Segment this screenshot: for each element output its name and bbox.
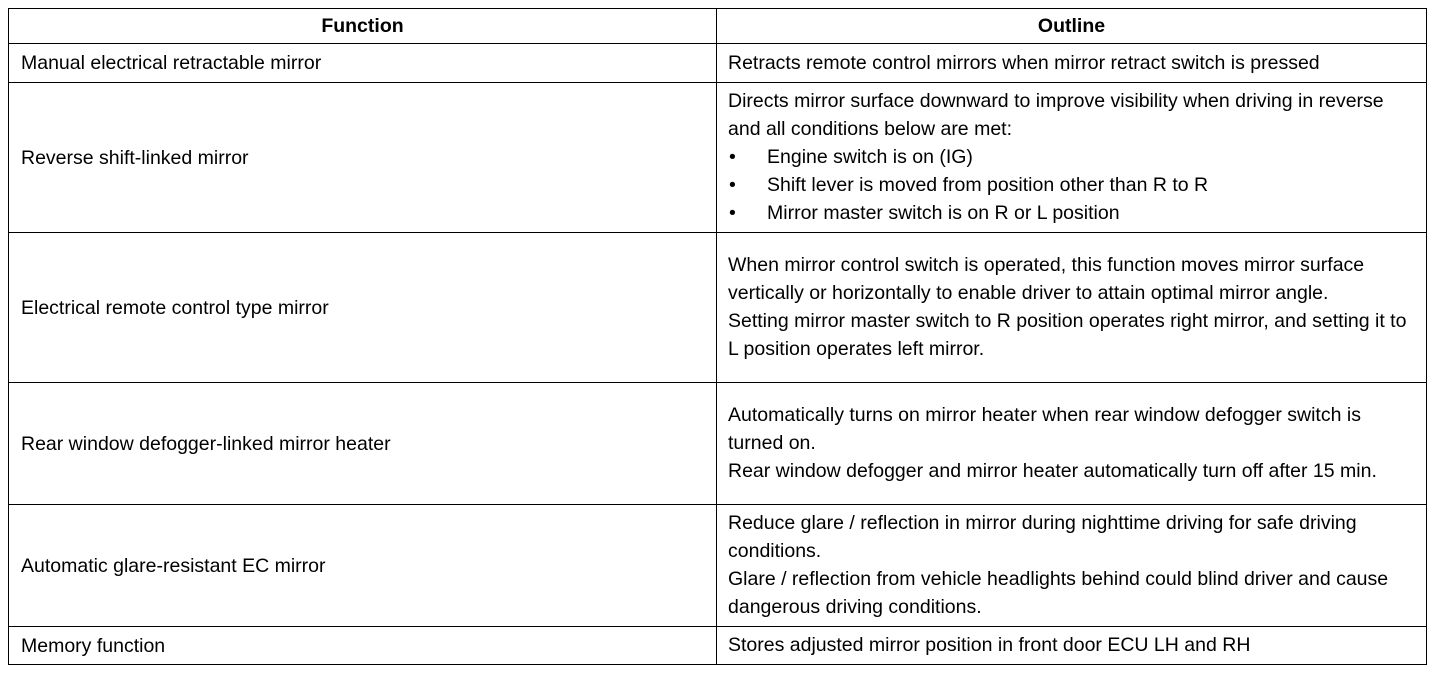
table-header-row bbox=[9, 9, 1427, 44]
outline-line: Reduce glare / reflection in mirror during nighttime driving for safe driving conditions. bbox=[728, 512, 1357, 562]
function-cell: Automatic glare-resistant EC mirror bbox=[9, 505, 717, 627]
function-cell: Reverse shift-linked mirror bbox=[9, 83, 717, 233]
table-row bbox=[9, 505, 1427, 627]
condition-list bbox=[728, 143, 1416, 227]
outline-line: Rear window defogger and mirror heater automatically turn off after 15 min. bbox=[728, 460, 1377, 482]
table-row bbox=[9, 44, 1427, 83]
function-cell: Manual electrical retractable mirror bbox=[9, 44, 717, 83]
table-row bbox=[9, 627, 1427, 665]
outline-cell bbox=[717, 505, 1427, 627]
condition-item: • Mirror master switch is on R or L position bbox=[728, 199, 1416, 227]
outline-cell bbox=[717, 44, 1427, 83]
outline-line: Retracts remote control mirrors when mirror retract switch is pressed bbox=[728, 51, 1320, 74]
condition-item: • Engine switch is on (IG) bbox=[728, 143, 1416, 171]
function-cell: Electrical remote control type mirror bbox=[9, 233, 717, 383]
function-cell: Rear window defogger-linked mirror heater bbox=[9, 383, 717, 505]
table-row bbox=[9, 233, 1427, 383]
outline-cell bbox=[717, 383, 1427, 505]
condition-item: • Shift lever is moved from position other than R to R bbox=[728, 171, 1416, 199]
outline-cell bbox=[717, 83, 1427, 233]
outline-line: When mirror control switch is operated, this function moves mirror surface vertically or horizontally to enable driver to attain optimal mirror angle. bbox=[728, 254, 1365, 304]
function-column-header: Function bbox=[9, 9, 717, 44]
outline-line: Directs mirror surface downward to improve visibility when driving in reverse and all conditions below are met: bbox=[728, 90, 1384, 140]
outline-column-header: Outline bbox=[717, 9, 1427, 44]
function-outline-table bbox=[8, 8, 1427, 665]
outline-line: Setting mirror master switch to R position operates right mirror, and setting it to L position operates left mirror. bbox=[728, 310, 1407, 360]
table-row bbox=[9, 383, 1427, 505]
outline-line: Glare / reflection from vehicle headlights behind could blind driver and cause dangerous driving conditions. bbox=[728, 568, 1389, 618]
outline-line: Stores adjusted mirror position in front door ECU LH and RH bbox=[728, 634, 1251, 656]
outline-cell bbox=[717, 233, 1427, 383]
outline-line: Automatically turns on mirror heater when rear window defogger switch is turned on. bbox=[728, 404, 1361, 454]
function-cell: Memory function bbox=[9, 627, 717, 665]
outline-cell bbox=[717, 627, 1427, 665]
table-row bbox=[9, 83, 1427, 233]
